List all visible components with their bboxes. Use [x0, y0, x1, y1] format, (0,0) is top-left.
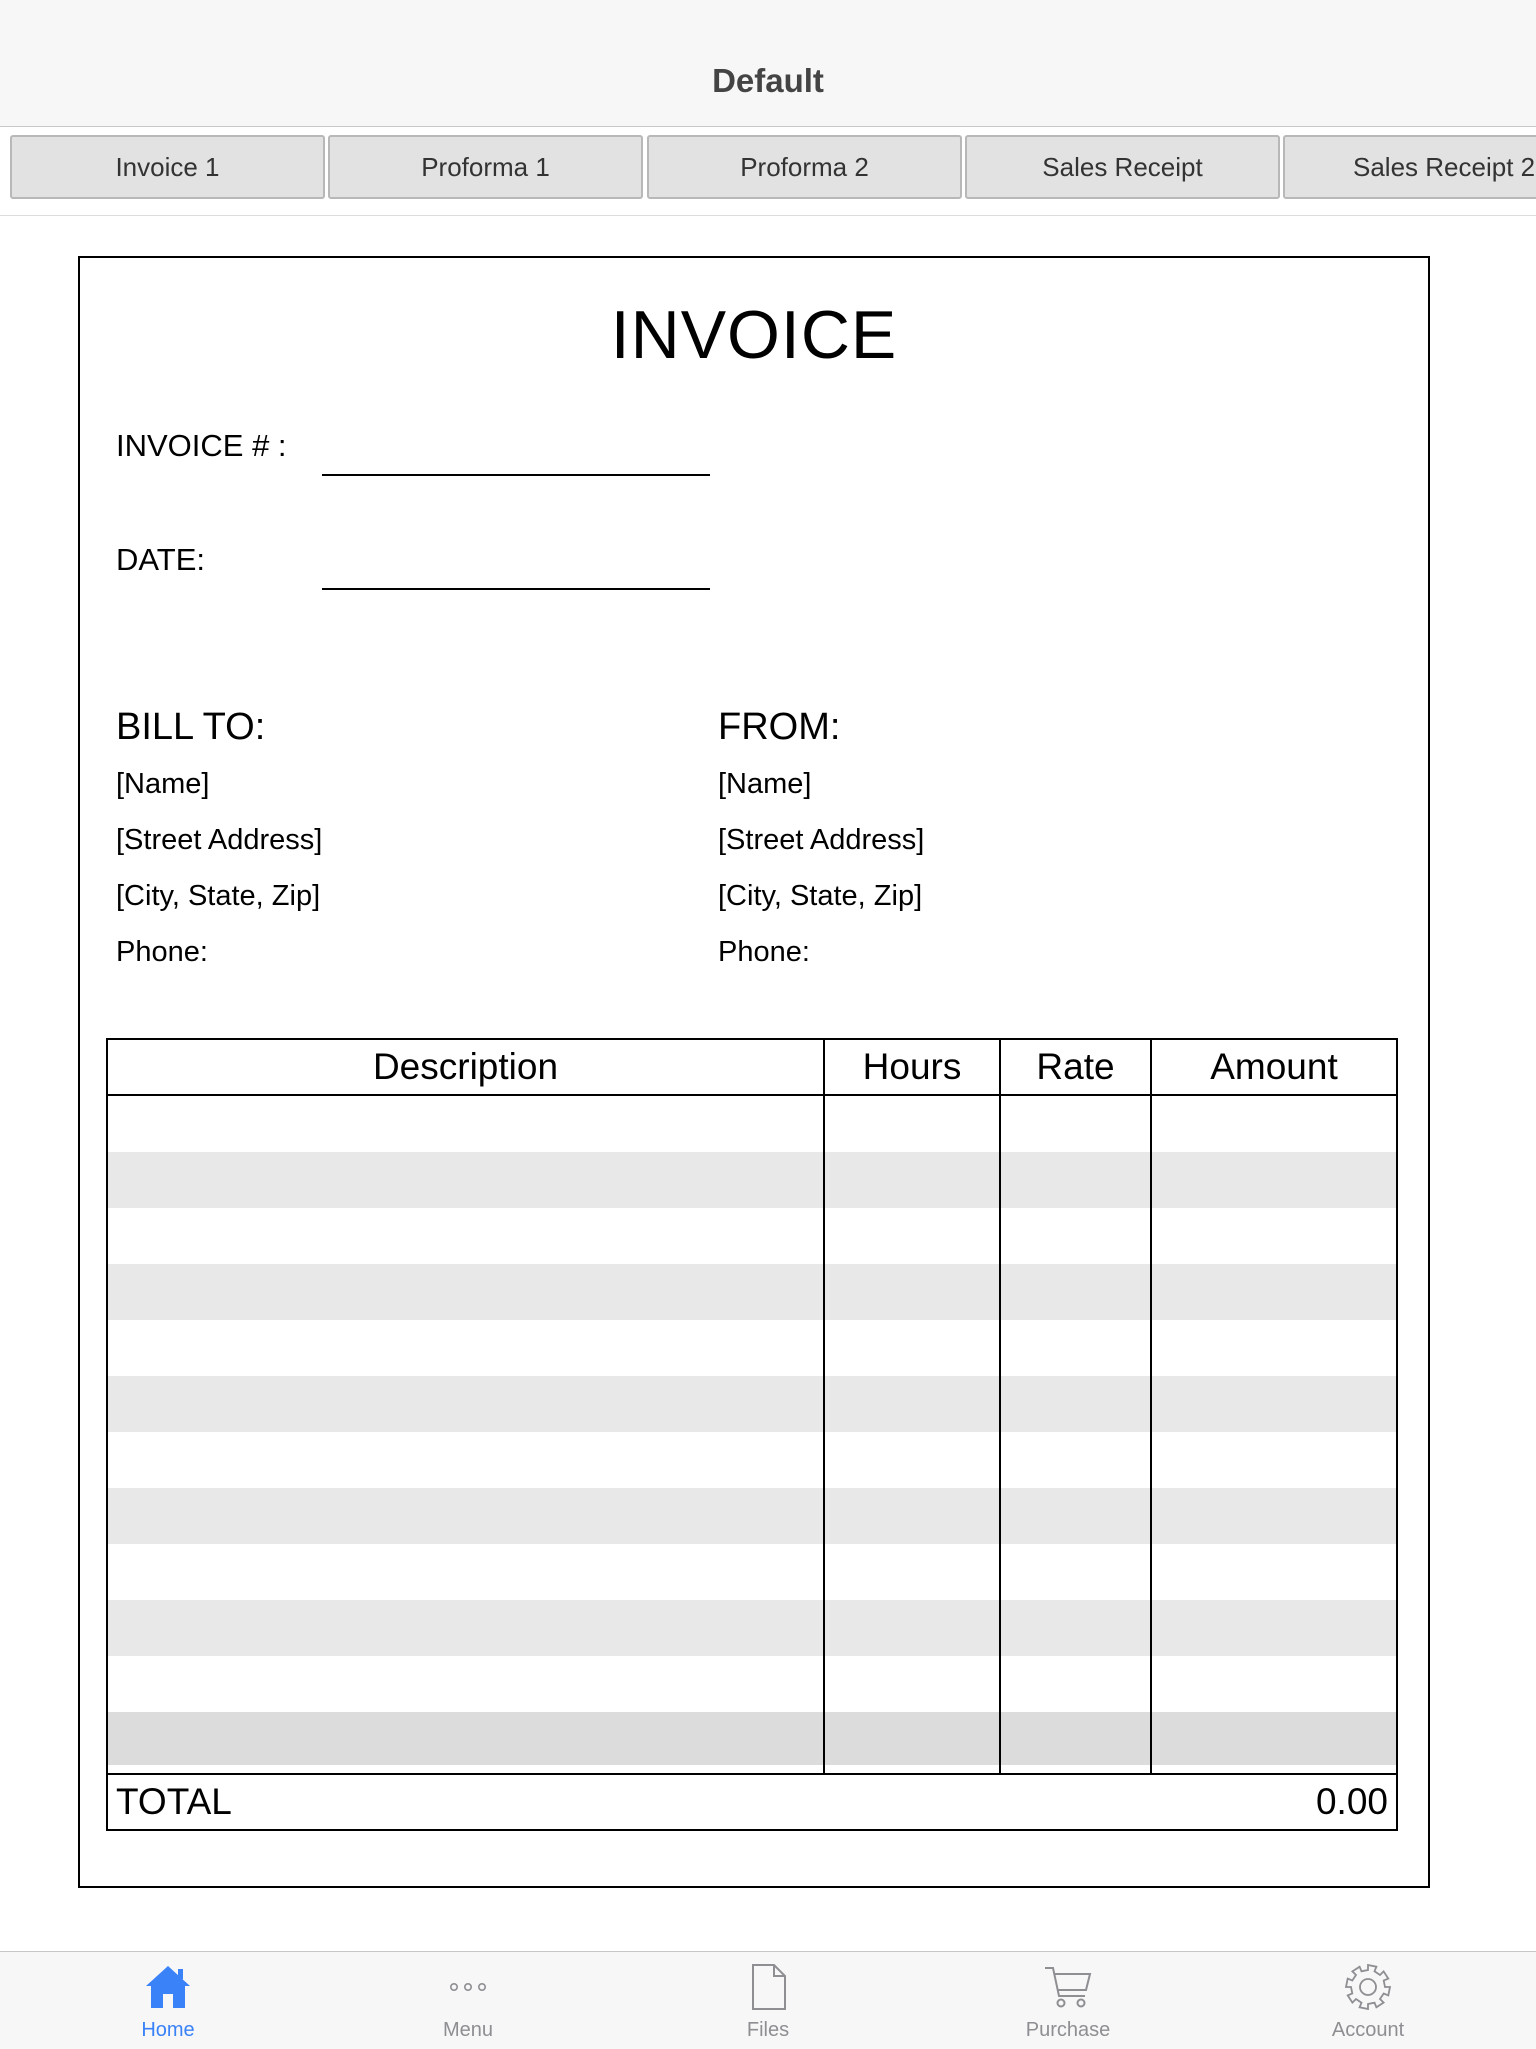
cart-icon: [1043, 1962, 1093, 2012]
column-divider: [823, 1040, 825, 1773]
file-icon: [743, 1962, 793, 2012]
from-heading: FROM:: [718, 706, 841, 748]
bill-to-heading: BILL TO:: [116, 706, 266, 748]
table-row[interactable]: [108, 1488, 1396, 1544]
more-icon: [443, 1962, 493, 2012]
total-label: TOTAL: [116, 1781, 232, 1822]
document-title: INVOICE: [610, 297, 898, 373]
tabbar-home-label: Home: [141, 2019, 195, 2041]
tabbar-menu[interactable]: [368, 1952, 568, 2049]
table-row[interactable]: [108, 1320, 1396, 1376]
tab-invoice-1[interactable]: Invoice 1: [10, 135, 325, 199]
tabbar-menu-label: Menu: [442, 2019, 494, 2041]
column-divider: [999, 1040, 1001, 1773]
column-header-amount: Amount: [1210, 1046, 1338, 1087]
tab-proforma-2[interactable]: Proforma 2: [647, 135, 962, 199]
bill-to-phone[interactable]: Phone:: [116, 936, 208, 968]
table-row[interactable]: [108, 1432, 1396, 1488]
column-divider: [1150, 1040, 1152, 1829]
nav-title: Default: [712, 62, 824, 99]
tabbar-purchase[interactable]: [968, 1952, 1168, 2049]
bill-to-name[interactable]: [Name]: [116, 768, 210, 800]
bill-to-city[interactable]: [City, State, Zip]: [116, 880, 321, 912]
date-label: DATE:: [116, 542, 205, 577]
table-row[interactable]: [108, 1208, 1396, 1264]
table-row[interactable]: [108, 1600, 1396, 1656]
date-field[interactable]: [322, 588, 710, 590]
tab-sales-receipt[interactable]: Sales Receipt: [965, 135, 1280, 199]
column-header-description: Description: [372, 1046, 559, 1087]
template-tab-strip[interactable]: [0, 127, 1536, 216]
navigation-bar: [0, 0, 1536, 127]
invoice-number-label: INVOICE # :: [116, 428, 287, 463]
tabbar-files[interactable]: [668, 1952, 868, 2049]
home-icon: [143, 1962, 193, 2012]
from-phone[interactable]: Phone:: [718, 936, 810, 968]
line-items-table: [106, 1038, 1398, 1831]
column-header-rate: Rate: [1036, 1046, 1115, 1087]
from-name[interactable]: [Name]: [718, 768, 812, 800]
from-city[interactable]: [City, State, Zip]: [718, 880, 923, 912]
bottom-tab-bar: [0, 1951, 1536, 2049]
from-street[interactable]: [Street Address]: [718, 824, 925, 856]
total-row: [108, 1773, 1396, 1829]
tabbar-home[interactable]: [68, 1952, 268, 2049]
bill-to-street[interactable]: [Street Address]: [116, 824, 323, 856]
tab-sales-receipt-2[interactable]: Sales Receipt 2: [1283, 135, 1536, 199]
table-row[interactable]: [108, 1264, 1396, 1320]
tabbar-account[interactable]: [1268, 1952, 1468, 2049]
table-row[interactable]: [108, 1376, 1396, 1432]
table-row[interactable]: [108, 1544, 1396, 1600]
column-header-hours: Hours: [862, 1046, 962, 1087]
gear-icon: [1343, 1962, 1393, 2012]
table-row[interactable]: [108, 1152, 1396, 1208]
invoice-number-field[interactable]: [322, 474, 710, 476]
tabbar-account-label: Account: [1331, 2019, 1405, 2041]
total-value: 0.00: [1315, 1781, 1388, 1822]
tabbar-files-label: Files: [746, 2019, 790, 2041]
table-row[interactable]: [108, 1656, 1396, 1712]
table-header: [108, 1040, 1396, 1096]
table-row[interactable]: [108, 1712, 1396, 1765]
table-row[interactable]: [108, 1096, 1396, 1152]
tabbar-purchase-label: Purchase: [1025, 2019, 1111, 2041]
tab-proforma-1[interactable]: Proforma 1: [328, 135, 643, 199]
